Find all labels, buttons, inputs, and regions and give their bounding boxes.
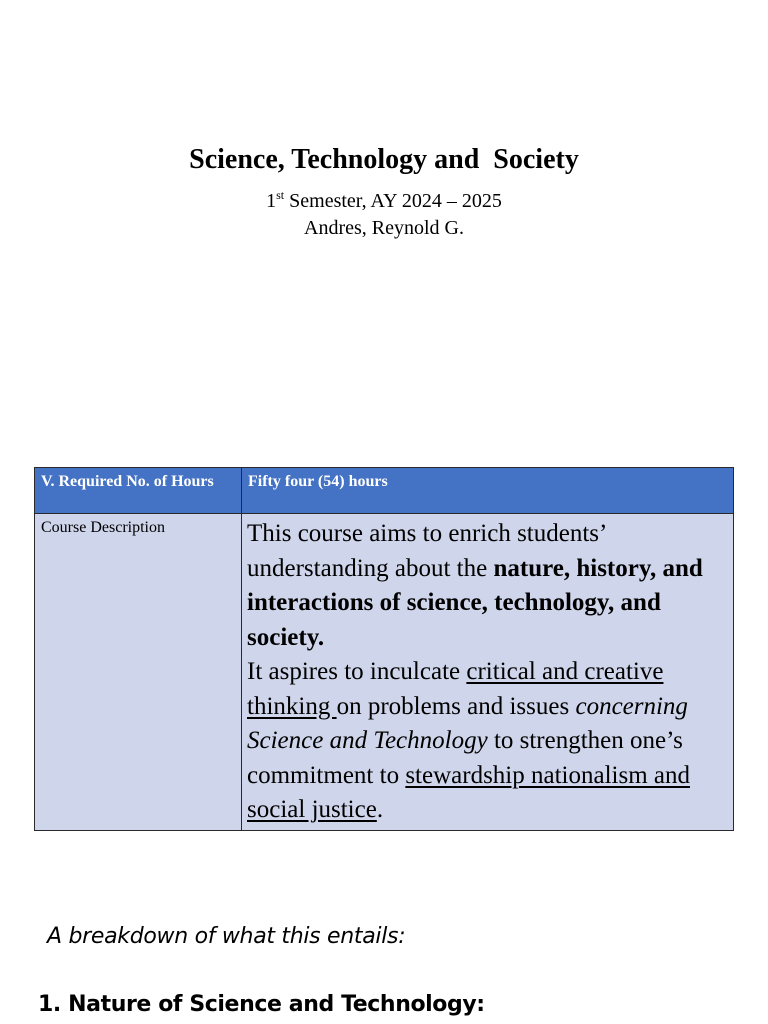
semester-line [0, 188, 768, 215]
desc-bold-topics: nature, history, and interactions of science, technology, and society. [247, 554, 703, 651]
semester-suffix: st [276, 188, 285, 202]
desc-critical-thinking: critical and creative thinking [247, 658, 664, 720]
desc-commitment: to strengthen one’s commitment to [247, 727, 683, 789]
breakdown-intro: A breakdown of what this entails: [47, 924, 406, 949]
section-heading: 1. Nature of Science and Technology: [38, 992, 485, 1017]
course-description-label: Course Description [35, 514, 242, 831]
course-description-text [242, 514, 734, 831]
desc-intro: This course aims to enrich students’ understanding about the [247, 520, 606, 582]
table-header-row [35, 468, 734, 514]
semester-number: 1 [266, 190, 277, 212]
course-description-row [35, 514, 734, 831]
desc-concerning: concerning Science and Technology [247, 692, 688, 754]
document-subtitle [0, 188, 768, 242]
required-hours-value: Fifty four (54) hours [242, 468, 734, 514]
desc-stewardship: stewardship nationalism and social justice [247, 761, 690, 823]
required-hours-label: V. Required No. of Hours [35, 468, 242, 514]
document-title: Science, Technology and Society [189, 144, 579, 175]
course-info-table [34, 467, 734, 831]
semester-text: Semester, AY 2024 – 2025 [284, 190, 502, 212]
desc-problems: on problems and issues [336, 692, 576, 720]
author-name: Andres, Reynold G. [304, 217, 464, 239]
desc-aspires: It aspires to inculcate [247, 658, 467, 685]
desc-period: . [376, 796, 384, 823]
